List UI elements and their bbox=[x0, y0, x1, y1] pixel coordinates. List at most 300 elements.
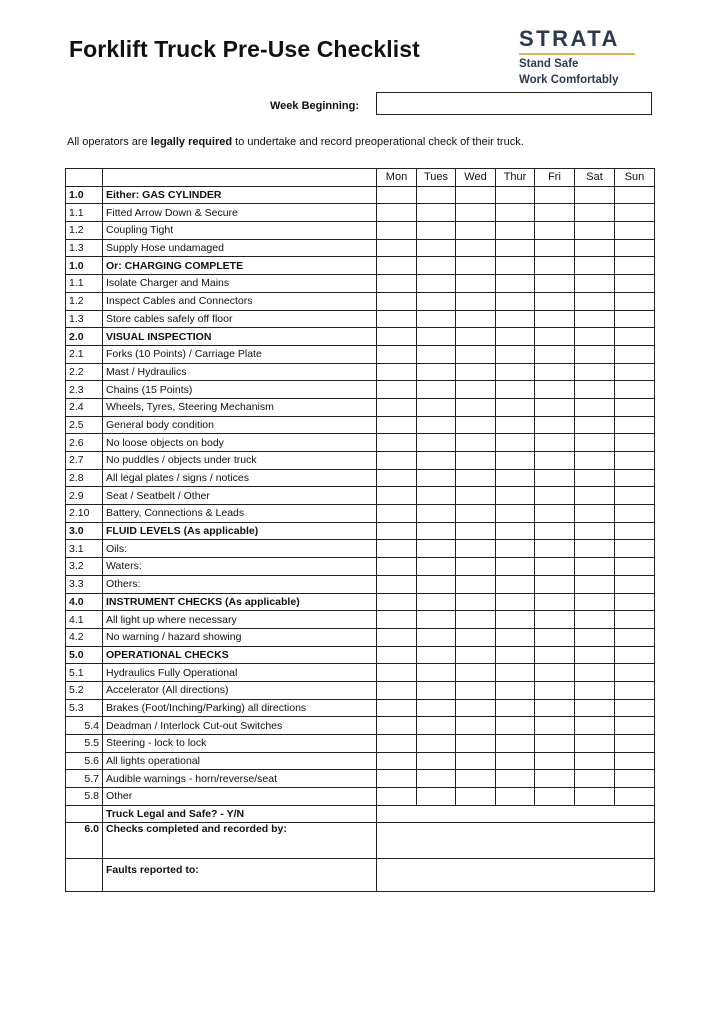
check-cell-tues[interactable] bbox=[417, 345, 456, 363]
check-cell-wed[interactable] bbox=[456, 469, 496, 487]
check-cell-sat[interactable] bbox=[575, 628, 615, 646]
check-cell-wed[interactable] bbox=[456, 416, 496, 434]
check-cell-mon[interactable] bbox=[377, 186, 417, 204]
check-cell-sun[interactable] bbox=[615, 611, 655, 629]
check-cell-wed[interactable] bbox=[456, 345, 496, 363]
check-cell-mon[interactable] bbox=[377, 469, 417, 487]
check-cell-sat[interactable] bbox=[575, 345, 615, 363]
checks-signature-cell[interactable] bbox=[377, 823, 655, 859]
check-cell-sat[interactable] bbox=[575, 788, 615, 806]
header-sun: Sun bbox=[615, 169, 655, 187]
check-cell-sat[interactable] bbox=[575, 381, 615, 399]
check-cell-sat[interactable] bbox=[575, 681, 615, 699]
check-cell-sat[interactable] bbox=[575, 398, 615, 416]
check-cell-tues[interactable] bbox=[417, 469, 456, 487]
item-number: 1.1 bbox=[66, 204, 103, 222]
check-cell-thur[interactable] bbox=[496, 611, 535, 629]
check-cell-wed[interactable] bbox=[456, 540, 496, 558]
check-cell-fri[interactable] bbox=[535, 611, 575, 629]
legal-answer-cell[interactable] bbox=[377, 805, 655, 823]
check-cell-tues[interactable] bbox=[417, 717, 456, 735]
check-cell-thur[interactable] bbox=[496, 522, 535, 540]
check-cell-wed[interactable] bbox=[456, 646, 496, 664]
check-cell-fri[interactable] bbox=[535, 540, 575, 558]
check-cell-sat[interactable] bbox=[575, 452, 615, 470]
check-cell-mon[interactable] bbox=[377, 310, 417, 328]
check-cell-fri[interactable] bbox=[535, 363, 575, 381]
check-cell-fri[interactable] bbox=[535, 735, 575, 753]
check-cell-fri[interactable] bbox=[535, 310, 575, 328]
check-cell-sun[interactable] bbox=[615, 416, 655, 434]
check-cell-tues[interactable] bbox=[417, 770, 456, 788]
checklist-row bbox=[66, 381, 655, 399]
check-cell-tues[interactable] bbox=[417, 752, 456, 770]
check-cell-wed[interactable] bbox=[456, 275, 496, 293]
check-cell-tues[interactable] bbox=[417, 611, 456, 629]
check-cell-sat[interactable] bbox=[575, 735, 615, 753]
checklist-row bbox=[66, 363, 655, 381]
check-cell-wed[interactable] bbox=[456, 558, 496, 576]
check-cell-fri[interactable] bbox=[535, 505, 575, 523]
check-cell-thur[interactable] bbox=[496, 593, 535, 611]
check-cell-fri[interactable] bbox=[535, 469, 575, 487]
check-cell-sun[interactable] bbox=[615, 717, 655, 735]
check-cell-thur[interactable] bbox=[496, 186, 535, 204]
item-label: All light up where necessary bbox=[103, 611, 377, 629]
item-number: 5.2 bbox=[66, 681, 103, 699]
item-label: All legal plates / signs / notices bbox=[103, 469, 377, 487]
check-cell-fri[interactable] bbox=[535, 292, 575, 310]
check-cell-tues[interactable] bbox=[417, 363, 456, 381]
check-cell-tues[interactable] bbox=[417, 628, 456, 646]
check-cell-thur[interactable] bbox=[496, 239, 535, 257]
check-cell-mon[interactable] bbox=[377, 505, 417, 523]
item-number: 5.0 bbox=[66, 646, 103, 664]
check-cell-mon[interactable] bbox=[377, 664, 417, 682]
check-cell-sun[interactable] bbox=[615, 345, 655, 363]
check-cell-tues[interactable] bbox=[417, 239, 456, 257]
item-label: No loose objects on body bbox=[103, 434, 377, 452]
week-beginning-field[interactable] bbox=[376, 92, 652, 115]
check-cell-wed[interactable] bbox=[456, 788, 496, 806]
item-number: 1.1 bbox=[66, 275, 103, 293]
check-cell-fri[interactable] bbox=[535, 788, 575, 806]
check-cell-tues[interactable] bbox=[417, 646, 456, 664]
check-cell-mon[interactable] bbox=[377, 204, 417, 222]
check-cell-tues[interactable] bbox=[417, 398, 456, 416]
check-cell-thur[interactable] bbox=[496, 788, 535, 806]
item-label: Mast / Hydraulics bbox=[103, 363, 377, 381]
check-cell-wed[interactable] bbox=[456, 292, 496, 310]
check-cell-thur[interactable] bbox=[496, 505, 535, 523]
faults-entry-cell[interactable] bbox=[377, 859, 655, 892]
check-cell-mon[interactable] bbox=[377, 788, 417, 806]
item-label: Deadman / Interlock Cut-out Switches bbox=[103, 717, 377, 735]
check-cell-thur[interactable] bbox=[496, 558, 535, 576]
faults-label: Faults reported to: bbox=[103, 859, 377, 892]
checklist-row bbox=[66, 699, 655, 717]
check-cell-fri[interactable] bbox=[535, 434, 575, 452]
check-cell-fri[interactable] bbox=[535, 699, 575, 717]
check-cell-sun[interactable] bbox=[615, 398, 655, 416]
check-cell-mon[interactable] bbox=[377, 363, 417, 381]
check-cell-sat[interactable] bbox=[575, 505, 615, 523]
item-number: 3.2 bbox=[66, 558, 103, 576]
check-cell-sat[interactable] bbox=[575, 363, 615, 381]
check-cell-mon[interactable] bbox=[377, 575, 417, 593]
check-cell-tues[interactable] bbox=[417, 292, 456, 310]
check-cell-mon[interactable] bbox=[377, 628, 417, 646]
check-cell-thur[interactable] bbox=[496, 416, 535, 434]
check-cell-wed[interactable] bbox=[456, 239, 496, 257]
check-cell-sun[interactable] bbox=[615, 469, 655, 487]
check-cell-wed[interactable] bbox=[456, 310, 496, 328]
check-cell-sun[interactable] bbox=[615, 575, 655, 593]
check-cell-wed[interactable] bbox=[456, 186, 496, 204]
check-cell-thur[interactable] bbox=[496, 398, 535, 416]
check-cell-tues[interactable] bbox=[417, 257, 456, 275]
check-cell-sat[interactable] bbox=[575, 469, 615, 487]
check-cell-tues[interactable] bbox=[417, 575, 456, 593]
check-cell-mon[interactable] bbox=[377, 752, 417, 770]
check-cell-mon[interactable] bbox=[377, 345, 417, 363]
check-cell-fri[interactable] bbox=[535, 593, 575, 611]
check-cell-mon[interactable] bbox=[377, 646, 417, 664]
week-beginning-label: Week Beginning: bbox=[270, 100, 360, 112]
item-number: 2.0 bbox=[66, 328, 103, 346]
check-cell-sat[interactable] bbox=[575, 239, 615, 257]
check-cell-mon[interactable] bbox=[377, 735, 417, 753]
check-cell-wed[interactable] bbox=[456, 434, 496, 452]
check-cell-wed[interactable] bbox=[456, 522, 496, 540]
item-number: 5.8 bbox=[66, 788, 103, 806]
check-cell-sun[interactable] bbox=[615, 452, 655, 470]
header-mon: Mon bbox=[377, 169, 417, 187]
check-cell-thur[interactable] bbox=[496, 452, 535, 470]
item-number: 1.2 bbox=[66, 222, 103, 240]
check-cell-tues[interactable] bbox=[417, 681, 456, 699]
check-cell-sun[interactable] bbox=[615, 505, 655, 523]
check-cell-thur[interactable] bbox=[496, 204, 535, 222]
check-cell-fri[interactable] bbox=[535, 558, 575, 576]
check-cell-fri[interactable] bbox=[535, 381, 575, 399]
check-cell-thur[interactable] bbox=[496, 310, 535, 328]
check-cell-thur[interactable] bbox=[496, 628, 535, 646]
check-cell-thur[interactable] bbox=[496, 699, 535, 717]
check-cell-sat[interactable] bbox=[575, 540, 615, 558]
item-label: Other bbox=[103, 788, 377, 806]
check-cell-fri[interactable] bbox=[535, 398, 575, 416]
check-cell-sun[interactable] bbox=[615, 558, 655, 576]
check-cell-fri[interactable] bbox=[535, 522, 575, 540]
check-cell-wed[interactable] bbox=[456, 452, 496, 470]
check-cell-sun[interactable] bbox=[615, 310, 655, 328]
check-cell-sat[interactable] bbox=[575, 646, 615, 664]
check-cell-tues[interactable] bbox=[417, 204, 456, 222]
checklist-row bbox=[66, 505, 655, 523]
check-cell-wed[interactable] bbox=[456, 575, 496, 593]
check-cell-sat[interactable] bbox=[575, 328, 615, 346]
check-cell-wed[interactable] bbox=[456, 611, 496, 629]
check-cell-mon[interactable] bbox=[377, 416, 417, 434]
check-cell-fri[interactable] bbox=[535, 222, 575, 240]
check-cell-tues[interactable] bbox=[417, 540, 456, 558]
check-cell-tues[interactable] bbox=[417, 452, 456, 470]
check-cell-sun[interactable] bbox=[615, 381, 655, 399]
check-cell-sat[interactable] bbox=[575, 558, 615, 576]
check-cell-sun[interactable] bbox=[615, 593, 655, 611]
check-cell-sat[interactable] bbox=[575, 593, 615, 611]
check-cell-tues[interactable] bbox=[417, 505, 456, 523]
check-cell-thur[interactable] bbox=[496, 381, 535, 399]
legal-label: Truck Legal and Safe? - Y/N bbox=[103, 805, 377, 823]
check-cell-mon[interactable] bbox=[377, 239, 417, 257]
check-cell-mon[interactable] bbox=[377, 699, 417, 717]
check-cell-sun[interactable] bbox=[615, 664, 655, 682]
check-cell-fri[interactable] bbox=[535, 275, 575, 293]
strata-logo bbox=[519, 28, 641, 87]
check-cell-sun[interactable] bbox=[615, 646, 655, 664]
check-cell-thur[interactable] bbox=[496, 257, 535, 275]
check-cell-thur[interactable] bbox=[496, 345, 535, 363]
checklist-row bbox=[66, 434, 655, 452]
check-cell-wed[interactable] bbox=[456, 328, 496, 346]
check-cell-tues[interactable] bbox=[417, 222, 456, 240]
check-cell-mon[interactable] bbox=[377, 558, 417, 576]
check-cell-mon[interactable] bbox=[377, 770, 417, 788]
check-cell-wed[interactable] bbox=[456, 222, 496, 240]
item-number: 5.6 bbox=[66, 752, 103, 770]
item-label: No warning / hazard showing bbox=[103, 628, 377, 646]
check-cell-thur[interactable] bbox=[496, 681, 535, 699]
check-cell-sun[interactable] bbox=[615, 275, 655, 293]
checklist-row bbox=[66, 664, 655, 682]
check-cell-sat[interactable] bbox=[575, 575, 615, 593]
checklist-row bbox=[66, 593, 655, 611]
check-cell-mon[interactable] bbox=[377, 275, 417, 293]
check-cell-tues[interactable] bbox=[417, 434, 456, 452]
checklist-row bbox=[66, 752, 655, 770]
item-number: 2.6 bbox=[66, 434, 103, 452]
check-cell-tues[interactable] bbox=[417, 487, 456, 505]
checks-recorded-row bbox=[66, 823, 655, 859]
check-cell-wed[interactable] bbox=[456, 699, 496, 717]
item-label: Hydraulics Fully Operational bbox=[103, 664, 377, 682]
check-cell-sat[interactable] bbox=[575, 275, 615, 293]
check-cell-tues[interactable] bbox=[417, 416, 456, 434]
check-cell-fri[interactable] bbox=[535, 204, 575, 222]
check-cell-thur[interactable] bbox=[496, 275, 535, 293]
checklist-row bbox=[66, 292, 655, 310]
check-cell-wed[interactable] bbox=[456, 257, 496, 275]
checklist-row bbox=[66, 416, 655, 434]
check-cell-sat[interactable] bbox=[575, 611, 615, 629]
item-number: 3.1 bbox=[66, 540, 103, 558]
check-cell-wed[interactable] bbox=[456, 381, 496, 399]
check-cell-tues[interactable] bbox=[417, 735, 456, 753]
check-cell-wed[interactable] bbox=[456, 204, 496, 222]
check-cell-tues[interactable] bbox=[417, 522, 456, 540]
check-cell-thur[interactable] bbox=[496, 328, 535, 346]
checklist-row bbox=[66, 575, 655, 593]
check-cell-mon[interactable] bbox=[377, 381, 417, 399]
item-number: 2.1 bbox=[66, 345, 103, 363]
check-cell-sat[interactable] bbox=[575, 310, 615, 328]
check-cell-thur[interactable] bbox=[496, 752, 535, 770]
check-cell-thur[interactable] bbox=[496, 735, 535, 753]
check-cell-sat[interactable] bbox=[575, 257, 615, 275]
check-cell-tues[interactable] bbox=[417, 664, 456, 682]
check-cell-sun[interactable] bbox=[615, 292, 655, 310]
check-cell-fri[interactable] bbox=[535, 752, 575, 770]
check-cell-wed[interactable] bbox=[456, 398, 496, 416]
check-cell-fri[interactable] bbox=[535, 681, 575, 699]
check-cell-sat[interactable] bbox=[575, 186, 615, 204]
check-cell-fri[interactable] bbox=[535, 717, 575, 735]
check-cell-thur[interactable] bbox=[496, 664, 535, 682]
item-number: 1.3 bbox=[66, 239, 103, 257]
check-cell-mon[interactable] bbox=[377, 222, 417, 240]
check-cell-mon[interactable] bbox=[377, 611, 417, 629]
check-cell-thur[interactable] bbox=[496, 469, 535, 487]
check-cell-thur[interactable] bbox=[496, 540, 535, 558]
check-cell-wed[interactable] bbox=[456, 681, 496, 699]
check-cell-tues[interactable] bbox=[417, 381, 456, 399]
check-cell-mon[interactable] bbox=[377, 257, 417, 275]
check-cell-fri[interactable] bbox=[535, 186, 575, 204]
check-cell-mon[interactable] bbox=[377, 452, 417, 470]
check-cell-sun[interactable] bbox=[615, 770, 655, 788]
check-cell-tues[interactable] bbox=[417, 186, 456, 204]
check-cell-sun[interactable] bbox=[615, 735, 655, 753]
checklist-row bbox=[66, 681, 655, 699]
check-cell-sun[interactable] bbox=[615, 752, 655, 770]
check-cell-wed[interactable] bbox=[456, 770, 496, 788]
check-cell-tues[interactable] bbox=[417, 699, 456, 717]
check-cell-mon[interactable] bbox=[377, 292, 417, 310]
check-cell-fri[interactable] bbox=[535, 770, 575, 788]
check-cell-sat[interactable] bbox=[575, 292, 615, 310]
checklist-row bbox=[66, 222, 655, 240]
check-cell-sat[interactable] bbox=[575, 664, 615, 682]
check-cell-mon[interactable] bbox=[377, 540, 417, 558]
logo-rule bbox=[519, 53, 635, 55]
check-cell-mon[interactable] bbox=[377, 717, 417, 735]
item-number: 5.5 bbox=[66, 735, 103, 753]
check-cell-thur[interactable] bbox=[496, 363, 535, 381]
check-cell-tues[interactable] bbox=[417, 593, 456, 611]
check-cell-sat[interactable] bbox=[575, 222, 615, 240]
check-cell-wed[interactable] bbox=[456, 487, 496, 505]
check-cell-fri[interactable] bbox=[535, 646, 575, 664]
check-cell-sun[interactable] bbox=[615, 239, 655, 257]
check-cell-sun[interactable] bbox=[615, 522, 655, 540]
check-cell-sat[interactable] bbox=[575, 522, 615, 540]
check-cell-fri[interactable] bbox=[535, 664, 575, 682]
check-cell-wed[interactable] bbox=[456, 628, 496, 646]
check-cell-sat[interactable] bbox=[575, 434, 615, 452]
check-cell-fri[interactable] bbox=[535, 452, 575, 470]
check-cell-sun[interactable] bbox=[615, 628, 655, 646]
check-cell-fri[interactable] bbox=[535, 487, 575, 505]
check-cell-sun[interactable] bbox=[615, 788, 655, 806]
check-cell-wed[interactable] bbox=[456, 664, 496, 682]
check-cell-mon[interactable] bbox=[377, 522, 417, 540]
check-cell-sat[interactable] bbox=[575, 204, 615, 222]
check-cell-thur[interactable] bbox=[496, 487, 535, 505]
checklist-row bbox=[66, 275, 655, 293]
check-cell-thur[interactable] bbox=[496, 575, 535, 593]
check-cell-fri[interactable] bbox=[535, 575, 575, 593]
check-cell-wed[interactable] bbox=[456, 593, 496, 611]
check-cell-sun[interactable] bbox=[615, 186, 655, 204]
check-cell-mon[interactable] bbox=[377, 434, 417, 452]
checklist-row bbox=[66, 398, 655, 416]
check-cell-sun[interactable] bbox=[615, 222, 655, 240]
item-number: 4.1 bbox=[66, 611, 103, 629]
check-cell-tues[interactable] bbox=[417, 310, 456, 328]
check-cell-wed[interactable] bbox=[456, 717, 496, 735]
check-cell-sat[interactable] bbox=[575, 752, 615, 770]
item-label: Waters: bbox=[103, 558, 377, 576]
check-cell-sun[interactable] bbox=[615, 699, 655, 717]
item-label: Wheels, Tyres, Steering Mechanism bbox=[103, 398, 377, 416]
check-cell-tues[interactable] bbox=[417, 275, 456, 293]
check-cell-fri[interactable] bbox=[535, 628, 575, 646]
check-cell-thur[interactable] bbox=[496, 292, 535, 310]
check-cell-sat[interactable] bbox=[575, 416, 615, 434]
item-label: Oils: bbox=[103, 540, 377, 558]
check-cell-thur[interactable] bbox=[496, 770, 535, 788]
check-cell-wed[interactable] bbox=[456, 752, 496, 770]
check-cell-sun[interactable] bbox=[615, 204, 655, 222]
check-cell-fri[interactable] bbox=[535, 328, 575, 346]
checklist-row bbox=[66, 452, 655, 470]
check-cell-sun[interactable] bbox=[615, 681, 655, 699]
check-cell-wed[interactable] bbox=[456, 363, 496, 381]
check-cell-sat[interactable] bbox=[575, 770, 615, 788]
check-cell-tues[interactable] bbox=[417, 558, 456, 576]
check-cell-sun[interactable] bbox=[615, 487, 655, 505]
check-cell-thur[interactable] bbox=[496, 646, 535, 664]
check-cell-fri[interactable] bbox=[535, 345, 575, 363]
check-cell-sat[interactable] bbox=[575, 717, 615, 735]
check-cell-mon[interactable] bbox=[377, 487, 417, 505]
check-cell-sat[interactable] bbox=[575, 487, 615, 505]
check-cell-mon[interactable] bbox=[377, 328, 417, 346]
check-cell-sun[interactable] bbox=[615, 328, 655, 346]
check-cell-fri[interactable] bbox=[535, 257, 575, 275]
check-cell-mon[interactable] bbox=[377, 398, 417, 416]
check-cell-thur[interactable] bbox=[496, 222, 535, 240]
check-cell-fri[interactable] bbox=[535, 239, 575, 257]
check-cell-sat[interactable] bbox=[575, 699, 615, 717]
check-cell-fri[interactable] bbox=[535, 416, 575, 434]
check-cell-mon[interactable] bbox=[377, 681, 417, 699]
check-cell-sun[interactable] bbox=[615, 434, 655, 452]
check-cell-sun[interactable] bbox=[615, 540, 655, 558]
check-cell-sun[interactable] bbox=[615, 257, 655, 275]
item-number: 2.4 bbox=[66, 398, 103, 416]
check-cell-thur[interactable] bbox=[496, 717, 535, 735]
check-cell-sun[interactable] bbox=[615, 363, 655, 381]
check-cell-thur[interactable] bbox=[496, 434, 535, 452]
check-cell-mon[interactable] bbox=[377, 593, 417, 611]
check-cell-tues[interactable] bbox=[417, 788, 456, 806]
check-cell-tues[interactable] bbox=[417, 328, 456, 346]
check-cell-wed[interactable] bbox=[456, 735, 496, 753]
check-cell-wed[interactable] bbox=[456, 505, 496, 523]
